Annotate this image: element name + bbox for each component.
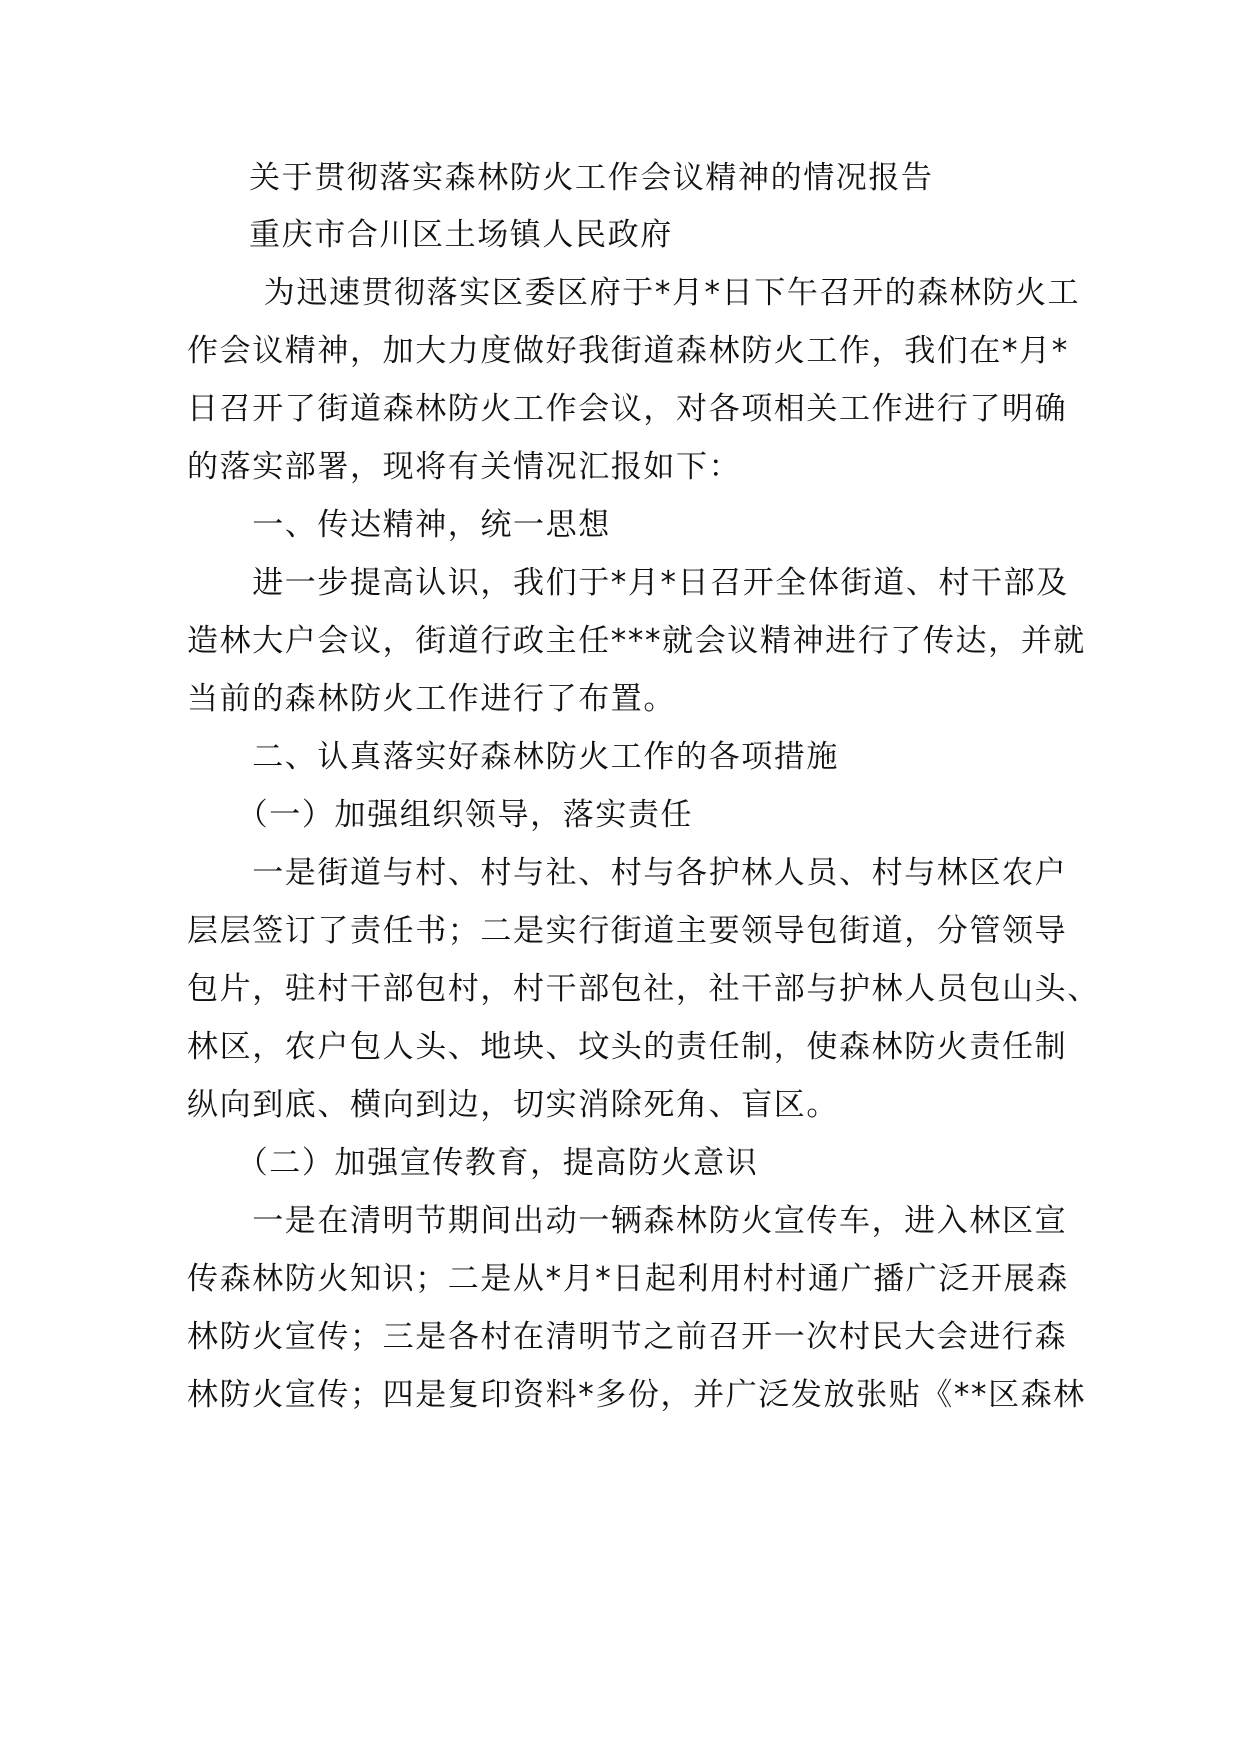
section-heading: 二、认真落实好森林防火工作的各项措施: [187, 739, 839, 775]
body-line: 的落实部署，现将有关情况汇报如下：: [187, 449, 742, 485]
title-text: 关于贯彻落实森林防火工作会议精神的情况报告: [249, 160, 934, 196]
section-heading: 一、传达精神，统一思想: [187, 507, 611, 543]
document-title: [187, 158, 1067, 198]
body-line: 林防火宣传；四是复印资料*多份，并广泛发放张贴《**区森林: [187, 1377, 1086, 1413]
body-line: 一是街道与村、村与社、村与各护林人员、村与林区农户: [187, 855, 1068, 891]
body-line: 进一步提高认识，我们于*月*日召开全体街道、村干部及: [187, 565, 1069, 601]
body-line: 传森林防火知识；二是从*月*日起利用村村通广播广泛开展森: [187, 1261, 1069, 1297]
body-line: 林防火宣传；三是各村在清明节之前召开一次村民大会进行森: [187, 1319, 1068, 1355]
body-line: 为迅速贯彻落实区委区府于*月*日下午召开的森林防火工: [187, 275, 1081, 311]
body-line: 作会议精神，加大力度做好我街道森林防火工作，我们在*月*: [187, 333, 1069, 369]
body-line: 当前的森林防火工作进行了布置。: [187, 681, 676, 717]
subsection-heading: （一）加强组织领导，落实责任: [187, 797, 694, 833]
body-line: 一是在清明节期间出动一辆森林防火宣传车，进入林区宣: [187, 1203, 1068, 1239]
body-line: 包片，驻村干部包村，村干部包社，社干部与护林人员包山头、: [187, 971, 1100, 1007]
issuer-text: 重庆市合川区土场镇人民政府: [249, 217, 673, 253]
body-line: 造林大户会议，街道行政主任***就会议精神进行了传达，并就: [187, 623, 1086, 659]
body-line: 层层签订了责任书；二是实行街道主要领导包街道，分管领导: [187, 913, 1068, 949]
body-line: 林区，农户包人头、地块、坟头的责任制，使森林防火责任制: [187, 1029, 1068, 1065]
issuer-line: [187, 215, 1067, 255]
subsection-heading: （二）加强宣传教育，提高防火意识: [187, 1145, 759, 1181]
body-line: 纵向到底、横向到边，切实消除死角、盲区。: [187, 1087, 839, 1123]
body-line: 日召开了街道森林防火工作会议，对各项相关工作进行了明确: [187, 391, 1068, 427]
